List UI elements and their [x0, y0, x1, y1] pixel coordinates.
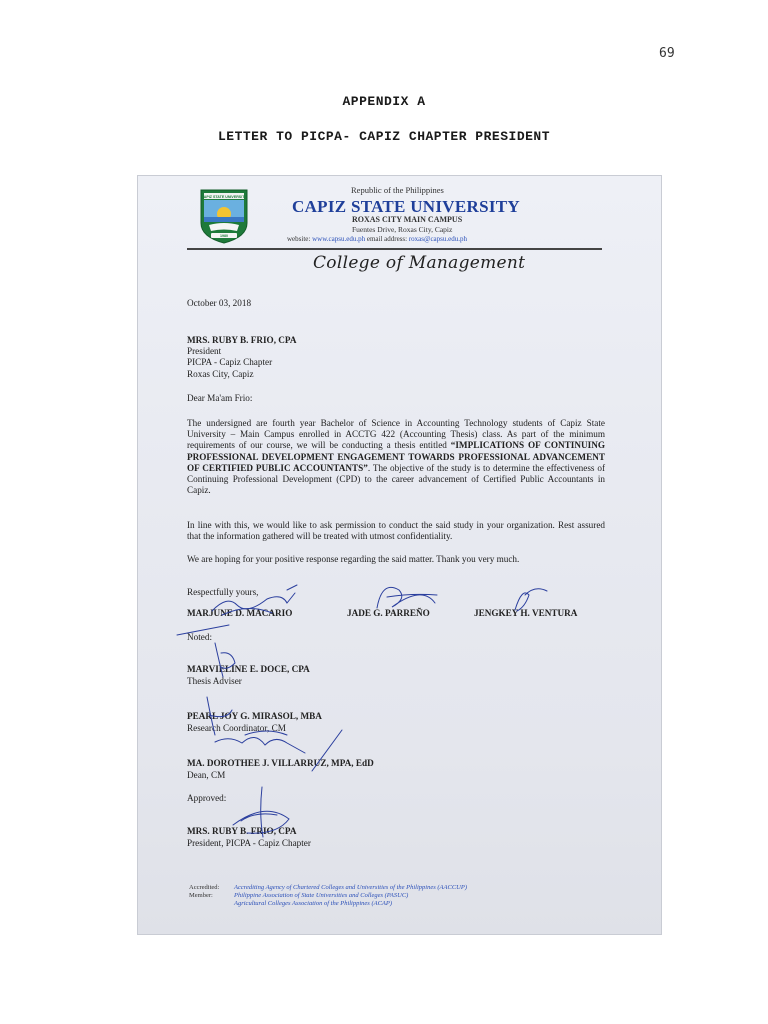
letterhead-divider	[187, 248, 602, 250]
accreditation-labels	[189, 884, 219, 900]
adviser-name: MARVIELINE E. DOCE, CPA	[187, 664, 310, 674]
accreditation-line: Philippine Association of State Universities and Colleges (PASUC)	[234, 892, 409, 899]
paragraph-1-objective: . The objective of the study is to determine the effectiveness of Continuing Professional Development (CPD) to the career advancement of Certified Public Accountants in Capiz.	[187, 462, 605, 496]
signatory-name: JENGKEY H. VENTURA	[474, 608, 578, 618]
paragraph-1-intro: The undersigned are fourth year Bachelor of Science in Accounting Technology students of Capiz State University – Main Campus enrolled in ACCTG 422 (Accounting Thesis) class. As part of the minimum requirements of our course, we will be conducting a thesis entitled	[187, 418, 605, 451]
letter-date: October 03, 2018	[187, 298, 252, 308]
member-label: Member:	[189, 892, 213, 899]
president-name: MRS. RUBY B. FRIO, CPA	[187, 826, 297, 836]
university-seal-icon	[197, 187, 251, 245]
university-name: CAPIZ STATE UNIVERSITY	[292, 197, 520, 216]
page-number: 69	[659, 46, 675, 61]
coordinator-role: Research Coordinator, CM	[187, 723, 286, 733]
recipient-location: Roxas City, Capiz	[187, 368, 254, 379]
accredited-label: Accredited:	[189, 884, 220, 891]
accreditation-list	[234, 884, 467, 908]
approved-label: Approved:	[187, 793, 227, 803]
body-paragraph-2: In line with this, we would like to ask permission to conduct the said study in your organization. Rest assured that the information gathered will be treated with utmost confidentiality.	[187, 520, 605, 542]
campus-name: ROXAS CITY MAIN CAMPUS	[352, 215, 463, 224]
website-link[interactable]: www.capsu.edu.ph	[312, 235, 366, 243]
logo-top-text: CAPIZ STATE UNIVERSITY	[201, 195, 247, 199]
dean-role: Dean, CM	[187, 770, 226, 780]
recipient-block	[187, 335, 296, 380]
president-role: President, PICPA - Capiz Chapter	[187, 838, 311, 848]
dean-name: MA. DOROTHEE J. VILLARRUZ, MPA, EdD	[187, 758, 374, 768]
salutation: Dear Ma'am Frio:	[187, 393, 253, 403]
signature-mark	[215, 731, 305, 753]
letter-photo	[137, 175, 662, 935]
college-name: College of Management	[313, 253, 526, 273]
signatory-name: MARJUNE D. MACARIO	[187, 608, 293, 618]
signature-mark	[377, 587, 437, 608]
adviser-role: Thesis Adviser	[187, 676, 242, 686]
signatory-name: JADE G. PARREÑO	[347, 608, 430, 618]
recipient-position: President	[187, 346, 222, 357]
noted-label: Noted:	[187, 632, 213, 642]
logo-year: 1980	[220, 234, 228, 239]
email-link[interactable]: roxas@capsu.edu.ph	[408, 235, 467, 243]
recipient-name: MRS. RUBY B. FRIO, CPA	[187, 335, 297, 345]
body-paragraph-1	[187, 418, 605, 496]
accreditation-line: Accrediting Agency of Chartered Colleges and Universities of the Philippines (AACCUP)	[234, 884, 467, 891]
appendix-title: APPENDIX A	[342, 94, 426, 109]
body-paragraph-3: We are hoping for your positive response regarding the said matter. Thank you very much.	[187, 554, 520, 564]
coordinator-name: PEARL JOY G. MIRASOL, MBA	[187, 711, 322, 721]
website-label: website:	[287, 235, 311, 243]
accreditation-line: Agricultural Colleges Association of the Philippines (ACAP)	[234, 900, 393, 907]
recipient-organization: PICPA - Capiz Chapter	[187, 357, 273, 368]
contact-line	[287, 235, 467, 243]
appendix-subtitle: LETTER TO PICPA- CAPIZ CHAPTER PRESIDENT	[217, 129, 551, 144]
thesis-title: “IMPLICATIONS OF CONTINUING PROFESSIONAL DEVELOPMENT ENGAGEMENT TOWARDS PROFESSIONAL ADVANCEMENT OF CERTIFIED PUBLIC ACCOUNTANTS”	[187, 440, 605, 473]
campus-address: Fuentes Drive, Roxas City, Capiz	[352, 225, 453, 234]
republic-line: Republic of the Philippines	[351, 185, 444, 195]
email-label: email address:	[366, 235, 408, 243]
closing: Respectfully yours,	[187, 587, 259, 597]
